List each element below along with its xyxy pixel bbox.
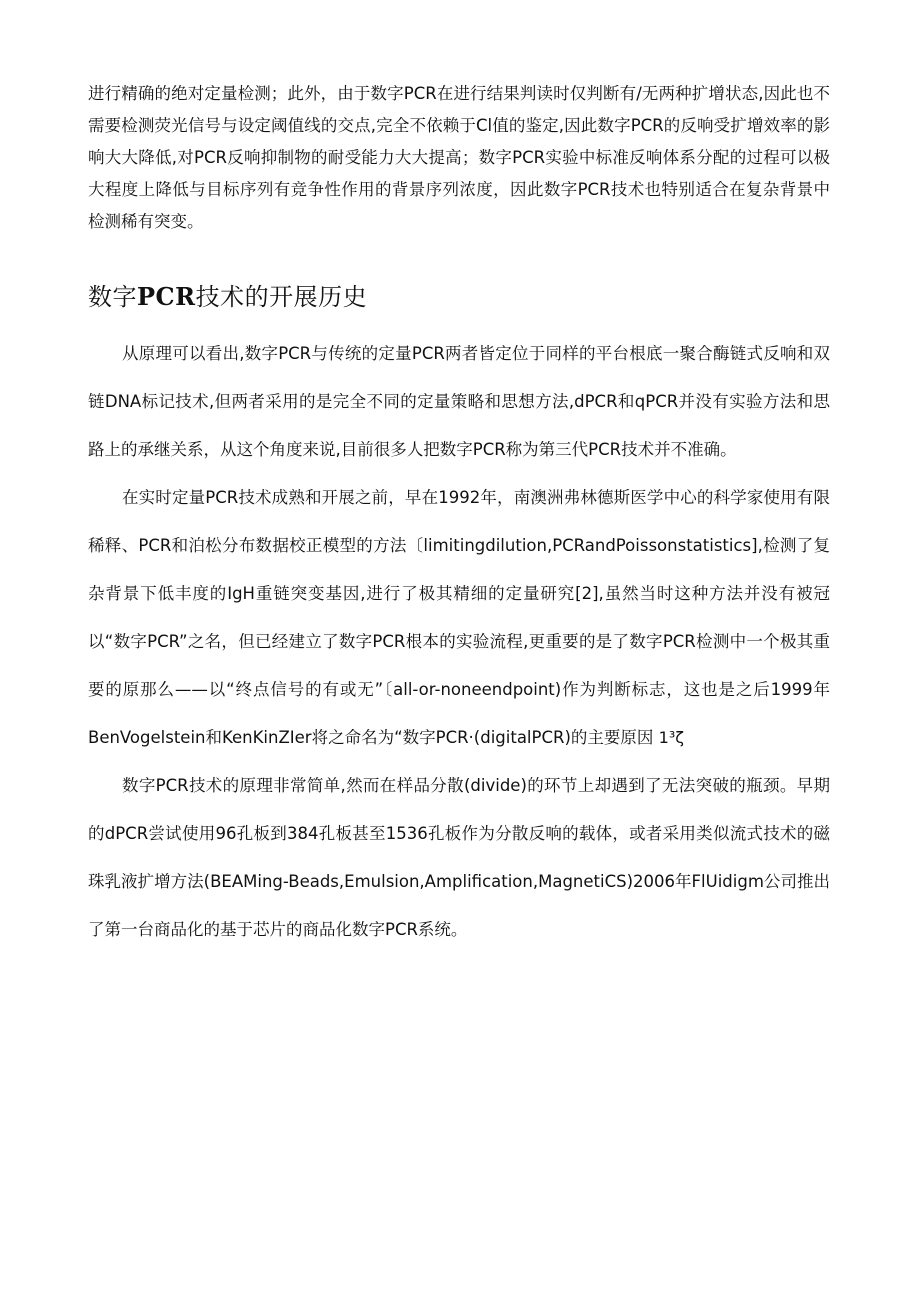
document-page xyxy=(88,78,830,954)
heading-text-pre: 数字 xyxy=(88,283,137,311)
section-body xyxy=(88,330,830,954)
heading-text-pcr: PCR xyxy=(137,282,196,311)
paragraph-bottleneck: 数字PCR技术的原理非常简单,然而在样品分散(divide)的环节上却遇到了无法突破的瓶颈。早期的dPCR尝试使用96孔板到384孔板甚至1536孔板作为分散反响的载体，或者采用类似流式技术的磁珠乳液扩增方法(BEAMing-Beads,Emulsion,Amplification,MagnetiCS)2006年FlUidigm公司推出了第一台商品化的基于芯片的商品化数字PCR系统。 xyxy=(88,776,830,939)
lead-paragraph: 进行精确的绝对定量检测；此外，由于数字PCR在进行结果判读时仅判断有/无两种扩增状态,因此也不需要检测荧光信号与设定阈值线的交点,完全不依赖于Cl值的鉴定,因此数字PCR的反响受扩增效率的影响大大降低,对PCR反响抑制物的耐受能力大大提高；数字PCR实验中标准反响体系分配的过程可以极大程度上降低与目标序列有竞争性作用的背景序列浓度，因此数字PCR技术也特别适合在复杂背景中检测稀有突变。 xyxy=(88,84,830,231)
paragraph-history xyxy=(88,474,830,762)
lead-block xyxy=(88,78,830,238)
heading-text-post: 技术的开展历史 xyxy=(195,283,368,311)
paragraph-history-text: 在实时定量PCR技术成熟和开展之前，早在1992年，南澳洲弗林德斯医学中心的科学家使用有限稀释、PCR和泊松分布数据校正模型的方法〔limitingdilution,PCRandPoissonstatistics],检测了复杂背景下低丰度的IgH重链突变基因,进行了极其精细的定量研究[2],虽然当时这种方法并没有被冠以“数字PCR”之名，但已经建立了数字PCR根本的实验流程,更重要的是了数字PCR检测中一个极其重要的原那么——以“终点信号的有或无”〔all-or-noneendpoint)作为判断标志，这也是之后1999年BenVogelstein和KenKinZIer将之命名为“数字PCR·(digitalPCR)的主要原因 xyxy=(88,488,830,747)
paragraph-principle: 从原理可以看出,数字PCR与传统的定量PCR两者皆定位于同样的平台根底一聚合酶链式反响和双链DNA标记技术,但两者采用的是完全不同的定量策略和思想方法,dPCR和qPCR并没有实验方法和思路上的承继关系，从这个角度来说,目前很多人把数字PCR称为第三代PCR技术并不准确。 xyxy=(88,344,830,459)
section-heading xyxy=(88,282,830,312)
reference-marker: 1³ζ xyxy=(658,728,684,747)
